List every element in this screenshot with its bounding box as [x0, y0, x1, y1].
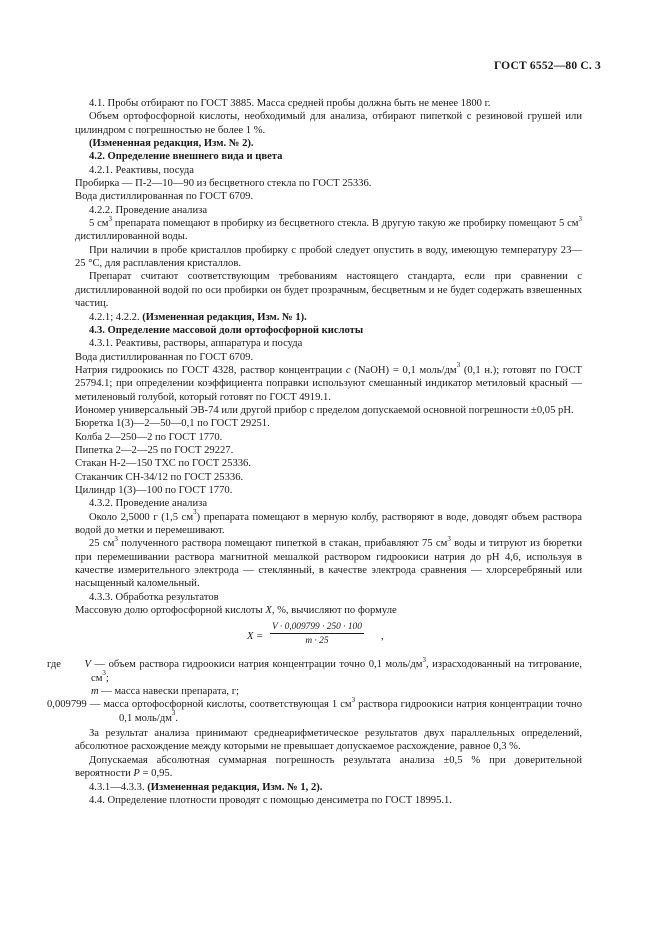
equipment-ionomer: Иономер универсальный ЭВ-74 или другой прибор с пределом допускаемой основной погрешности ±0,05 pH. — [75, 404, 574, 416]
formula-comma: , — [381, 631, 384, 643]
reagent-water: Вода дистиллированная по ГОСТ 6709. — [75, 351, 254, 363]
formula-lhs: X = — [247, 631, 264, 643]
subsection-4-3-3: 4.3.3. Обработка результатов — [89, 591, 219, 603]
paragraph-titration: 25 $см^3$ полученного раствора помещают пипеткой в стакан, прибавляют 75 $см^3$ воды и титруют из бюретки при перемешивании раствора магнитной мешалкой раствором гидроокиси натрия до рН 4,6, используя в качестве измерительного электрода — стеклянный, в качестве электрода сравнения — хлорсеребряный или насыщенный каломельный. — [75, 534, 582, 590]
subsection-4-3-2: 4.3.2. Проведение анализа — [89, 498, 208, 510]
equipment-water: Вода дистиллированная по ГОСТ 6709. — [75, 191, 254, 203]
formula-numerator: V · 0,009799 · 250 · 100 — [272, 622, 362, 633]
amendment-note-3: 4.3.1—4.3.3. (Измененная редакция, Изм. № 1, 2). — [89, 781, 323, 793]
subsection-4-2-2: 4.2.2. Проведение анализа — [89, 204, 208, 216]
subsection-4-3-1: 4.3.1. Реактивы, растворы, аппаратура и посуда — [89, 338, 303, 350]
paragraph-sampling: Объем ортофосфорной кислоты, необходимый для анализа, отбирают пипеткой с резиновой грушей или цилиндром с погрешностью не более 1 %. — [75, 111, 582, 136]
paragraph-result: За результат анализа принимают среднеарифметическое результатов двух параллельных определений, абсолютное расхождение между которыми не превышает допускаемое расхождение, равное 0,3 %. — [75, 728, 582, 753]
equipment-small-beaker: Стаканчик СН-34/12 по ГОСТ 25336. — [75, 471, 244, 483]
paragraph-crystals: При наличии в пробе кристаллов пробирку с пробой следует опустить в воду, имеющую температуру 23—25 °С, для расплавления кристаллов. — [75, 244, 582, 270]
equipment-pipette: Пипетка 2—2—25 по ГОСТ 29227. — [75, 444, 234, 456]
amendment-note-1: (Измененная редакция, Изм. № 2). — [89, 138, 254, 150]
amendment-note-2: 4.2.1; 4.2.2. (Измененная редакция, Изм. № 1). — [89, 311, 307, 323]
section-4-3-heading: 4.3. Определение массовой доли ортофосфорной кислоты — [89, 324, 364, 336]
mass-fraction-formula — [75, 621, 582, 653]
paragraph-error: Допускаемая абсолютная суммарная погрешность результата анализа ±0,5 % при доверительной вероятности P = 0,95. — [75, 754, 582, 780]
equipment-beaker: Стакан Н-2—150 ТХС по ГОСТ 25336. — [75, 458, 252, 470]
equipment-flask: Колба 2—250—2 по ГОСТ 1770. — [75, 431, 223, 443]
legend-m: m — масса навески препарата, г; — [91, 686, 240, 698]
legend-v: где V — объем раствора гидроокиси натрия концентрации точно 0,1 моль/$дм^3$, израсходованный на титрование, $см^3$; — [47, 655, 583, 684]
section-4-2-heading: 4.2. Определение внешнего вида и цвета — [89, 151, 283, 163]
page-header: ГОСТ 6552—80 С. 3 — [493, 60, 601, 72]
equipment-cylinder: Цилиндр 1(3)—100 по ГОСТ 1770. — [75, 484, 233, 496]
paragraph-formula-intro: Массовую долю ортофосфорной кислоты X, %, вычисляют по формуле — [75, 605, 397, 617]
paragraph-criteria: Препарат считают соответствующим требованиям настоящего стандарта, если при сравнении с дистиллированной водой по оси пробирки он будет прозрачным, бесцветным и не будет содержать взвешенных частиц. — [75, 271, 582, 310]
paragraph-4-4: 4.4. Определение плотности проводят с помощью денсиметра по ГОСТ 18995.1. — [89, 794, 452, 806]
equipment-test-tube: Пробирка — П-2—10—90 из бесцветного стекла по ГОСТ 25336. — [75, 178, 372, 190]
formula-fraction — [270, 621, 364, 647]
document-body — [47, 97, 583, 807]
formula-legend — [47, 655, 583, 725]
paragraph-procedure: 5 $см^3$ препарата помещают в пробирку из бесцветного стекла. В другую такую же пробирку помещают 5 $см^3$ дистиллированной воды. — [75, 214, 582, 243]
reagent-naoh: Натрия гидроокись по ГОСТ 4328, раствор концентрации c (NaOH) = 0,1 моль/$дм^3$ (0,1 н.); готовят по ГОСТ 25794.1; при определении коэффициента поправки используют смешанный индикатор метиловый красный — метиленовый голубой, который готовят по ГОСТ 4919.1. — [75, 361, 582, 403]
equipment-burette: Бюретка 1(3)—2—50—0,1 по ГОСТ 29251. — [75, 418, 270, 430]
paragraph-weighing: Около 2,5000 г (1,5 $см^3$) препарата помещают в мерную колбу, растворяют в воде, доводят объем раствора водой до метки и перемешивают. — [75, 508, 583, 536]
legend-coefficient: 0,009799 — масса ортофосфорной кислоты, соответствующая 1 $см^3$ раствора гидроокиси натрия концентрации точно 0,1 моль/$дм^3$. — [47, 695, 582, 724]
formula-denominator: m · 25 — [305, 636, 329, 647]
subsection-4-2-1: 4.2.1. Реактивы, посуда — [89, 164, 195, 176]
paragraph-4-1: 4.1. Пробы отбирают по ГОСТ 3885. Масса средней пробы должна быть не менее 1800 г. — [89, 98, 491, 109]
